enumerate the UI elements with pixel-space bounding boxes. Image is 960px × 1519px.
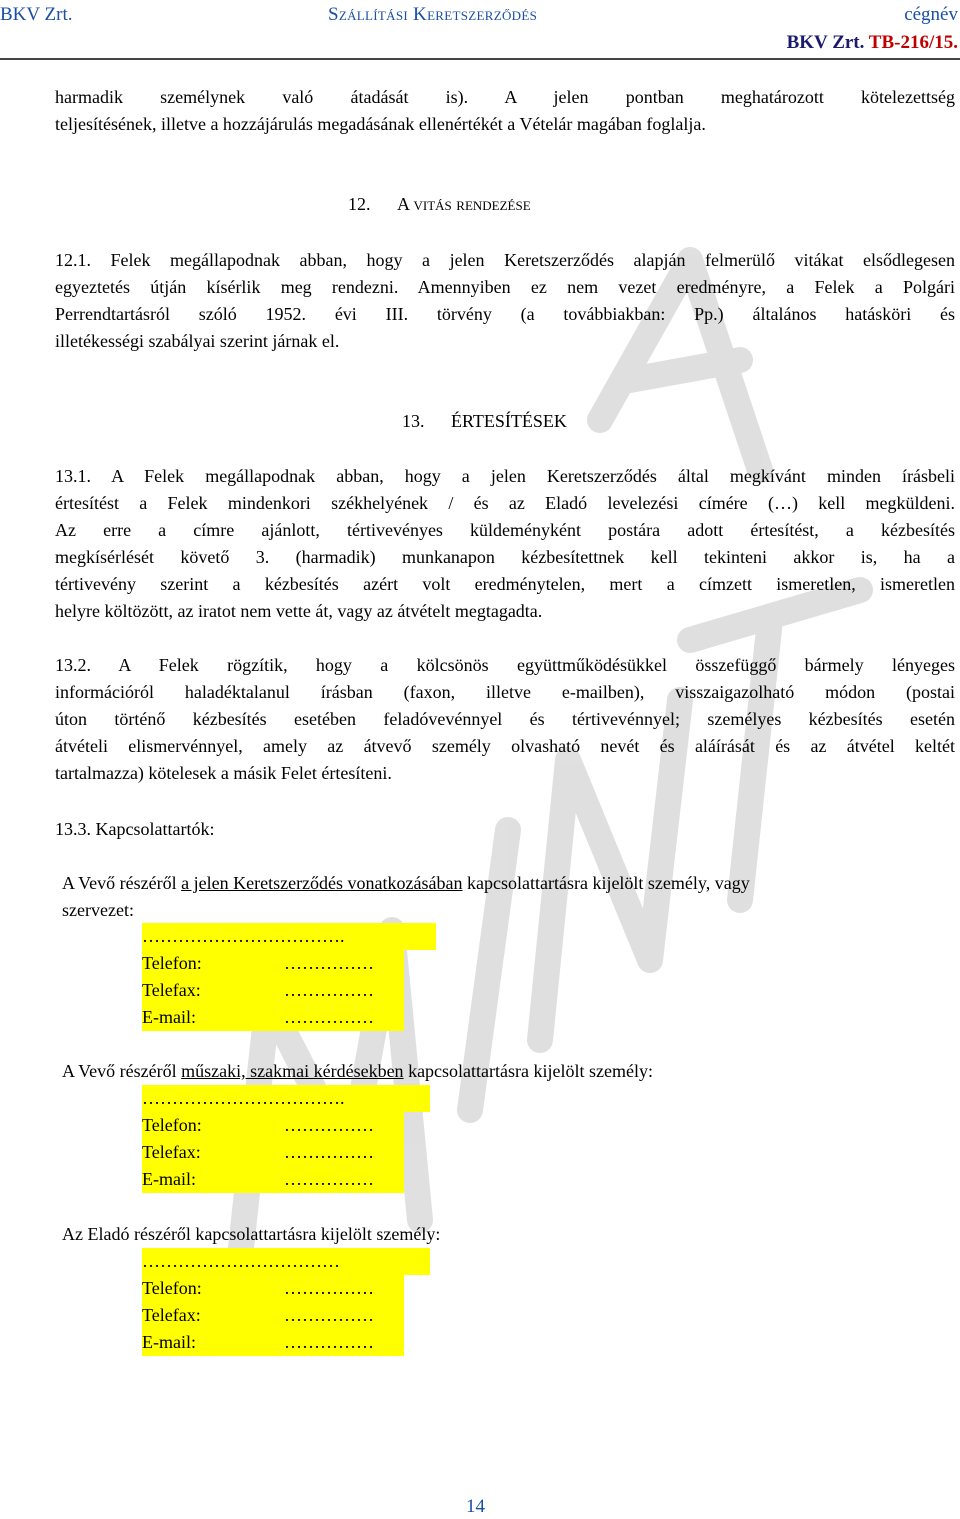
- phone-placeholder: ……………: [284, 1278, 374, 1298]
- intro-text: A Vevő részéről: [62, 1061, 182, 1081]
- fax-label: Telefax:: [142, 1142, 201, 1162]
- text-line: megkísérlését követő 3. (harmadik) munkanapon kézbesítettnek kell tekinteni akkor is, ha a: [55, 547, 955, 567]
- section-12-heading: [348, 194, 531, 215]
- fax-placeholder: ……………: [284, 980, 374, 1000]
- intro-underlined: a jelen Keretszerződés vonatkozásában: [181, 873, 463, 893]
- intro-underlined: műszaki, szakmai kérdésekben: [181, 1061, 404, 1081]
- intro-paragraph: [55, 84, 955, 138]
- name-placeholder: ……………………………: [142, 1251, 340, 1271]
- header-doc-title: Szállítási Keretszerződés: [328, 4, 538, 25]
- email-label: E-mail:: [142, 1169, 196, 1189]
- phone-label: Telefon:: [142, 1115, 202, 1135]
- text-line: teljesítésének, illetve a hozzájárulás megadásának ellenértékét a Vételár magában foglalja.: [55, 114, 706, 134]
- phone-label: Telefon:: [142, 1278, 202, 1298]
- contact-phone-field[interactable]: [142, 1112, 404, 1139]
- text-line: [55, 247, 955, 274]
- header-ref-company: BKV Zrt.: [786, 32, 865, 53]
- text-line: egyeztetés útján kísérlik meg rendezni. Amennyiben ez nem vezet eredményre, a Felek a Polgári: [55, 277, 955, 297]
- section-13-heading: [402, 411, 567, 432]
- text-line-content: A Felek megállapodnak abban, hogy a jelen Keretszerződés által megkívánt minden írásbeli: [111, 466, 955, 486]
- contact-name-field[interactable]: [142, 1248, 430, 1275]
- intro-text: Az Eladó részéről kapcsolattartásra kijelölt személy:: [62, 1224, 441, 1244]
- paragraph-label: 12.1.: [55, 250, 91, 270]
- header-divider: [0, 58, 960, 60]
- text-line: információról haladéktalanul írásban (faxon, illetve e-mailben), visszaigazolható módon (postai: [55, 682, 955, 702]
- contacts-title: Kapcsolattartók:: [95, 819, 215, 839]
- section-title: A vitás rendezése: [397, 194, 531, 214]
- text-line: átvételi elismervénnyel, amely az átvevő személy olvasható nevét és aláírását és az átvétel keltét: [55, 736, 955, 756]
- email-label: E-mail:: [142, 1332, 196, 1352]
- page-number: 14: [466, 1496, 485, 1517]
- phone-placeholder: ……………: [284, 953, 374, 973]
- fax-placeholder: ……………: [284, 1305, 374, 1325]
- text-line: [55, 463, 955, 490]
- paragraph-label: 13.3.: [55, 819, 91, 839]
- contact-email-field[interactable]: [142, 1329, 404, 1356]
- section-title: ÉRTESÍTÉSEK: [451, 411, 567, 431]
- contact-phone-field[interactable]: [142, 1275, 404, 1302]
- text-line: úton történő kézbesítés esetében feladóvevénnyel és tértivevénnyel; személyes kézbesítés esetén: [55, 709, 955, 729]
- phone-label: Telefon:: [142, 953, 202, 973]
- paragraph-label: 13.2.: [55, 655, 91, 675]
- text-line: értesítést a Felek mindenkori székhelyének / és az Eladó levelezési címére (…) kell megküldeni.: [55, 493, 955, 513]
- contact-fax-field[interactable]: [142, 1139, 404, 1166]
- contact-phone-field[interactable]: [142, 950, 404, 977]
- contact-intro-seller: [62, 1221, 955, 1248]
- contact-intro-buyer-technical: [62, 1058, 955, 1085]
- section-number: 12.: [348, 194, 371, 214]
- text-line: illetékességi szabályai szerint járnak el.: [55, 331, 340, 351]
- header-company: BKV Zrt.: [0, 4, 73, 25]
- name-placeholder: …………………………….: [142, 1088, 345, 1108]
- name-placeholder: …………………………….: [142, 926, 345, 946]
- email-placeholder: ……………: [284, 1332, 374, 1352]
- fax-label: Telefax:: [142, 980, 201, 1000]
- text-line: harmadik személynek való átadását is). A jelen pontban meghatározott kötelezettség: [55, 87, 955, 107]
- paragraph-13-3: [55, 816, 955, 843]
- fax-label: Telefax:: [142, 1305, 201, 1325]
- intro-text: A Vevő részéről: [62, 873, 182, 893]
- text-line: [55, 652, 955, 679]
- email-placeholder: ……………: [284, 1169, 374, 1189]
- contact-email-field[interactable]: [142, 1166, 404, 1193]
- header-company-placeholder: cégnév: [904, 4, 958, 25]
- intro-text: kapcsolattartásra kijelölt személy, vagy: [462, 873, 750, 893]
- fax-placeholder: ……………: [284, 1142, 374, 1162]
- intro-text: szervezet:: [62, 900, 134, 920]
- text-line: [55, 816, 955, 843]
- paragraph-13-1: [55, 463, 955, 625]
- intro-text: kapcsolattartásra kijelölt személy:: [403, 1061, 653, 1081]
- contact-name-field[interactable]: [142, 923, 436, 950]
- paragraph-12-1: [55, 247, 955, 355]
- section-number: 13.: [402, 411, 425, 431]
- text-line: Az erre a címre ajánlott, tértivevényes küldeményként postára adott értesítést, a kézbesítés: [55, 520, 955, 540]
- contact-intro-buyer-general: [62, 870, 955, 924]
- header-ref-number: TB-216/15.: [868, 32, 958, 53]
- email-label: E-mail:: [142, 1007, 196, 1027]
- text-line-content: Felek megállapodnak abban, hogy a jelen Keretszerződés alapján felmerülő vitákat elsődlegesen: [110, 250, 955, 270]
- header-reference: [787, 32, 958, 54]
- contact-email-field[interactable]: [142, 1004, 404, 1031]
- text-line: tértivevény szerint a kézbesítés azért volt eredménytelen, mert a címzett ismeretlen, ismeretlen: [55, 574, 955, 594]
- contact-fax-field[interactable]: [142, 1302, 404, 1329]
- text-line: tartalmazza) kötelesek a másik Felet értesíteni.: [55, 763, 392, 783]
- text-line: Perrendtartásról szóló 1952. évi III. törvény (a továbbiakban: Pp.) általános hatásköri és: [55, 304, 955, 324]
- text-line: helyre költözött, az iratot nem vette át, vagy az átvételt megtagadta.: [55, 601, 543, 621]
- phone-placeholder: ……………: [284, 1115, 374, 1135]
- paragraph-label: 13.1.: [55, 466, 91, 486]
- contact-fax-field[interactable]: [142, 977, 404, 1004]
- email-placeholder: ……………: [284, 1007, 374, 1027]
- text-line-content: A Felek rögzítik, hogy a kölcsönös együttműködésükkel összefüggő bármely lényeges: [118, 655, 955, 675]
- contact-name-field[interactable]: [142, 1085, 430, 1112]
- paragraph-13-2: [55, 652, 955, 787]
